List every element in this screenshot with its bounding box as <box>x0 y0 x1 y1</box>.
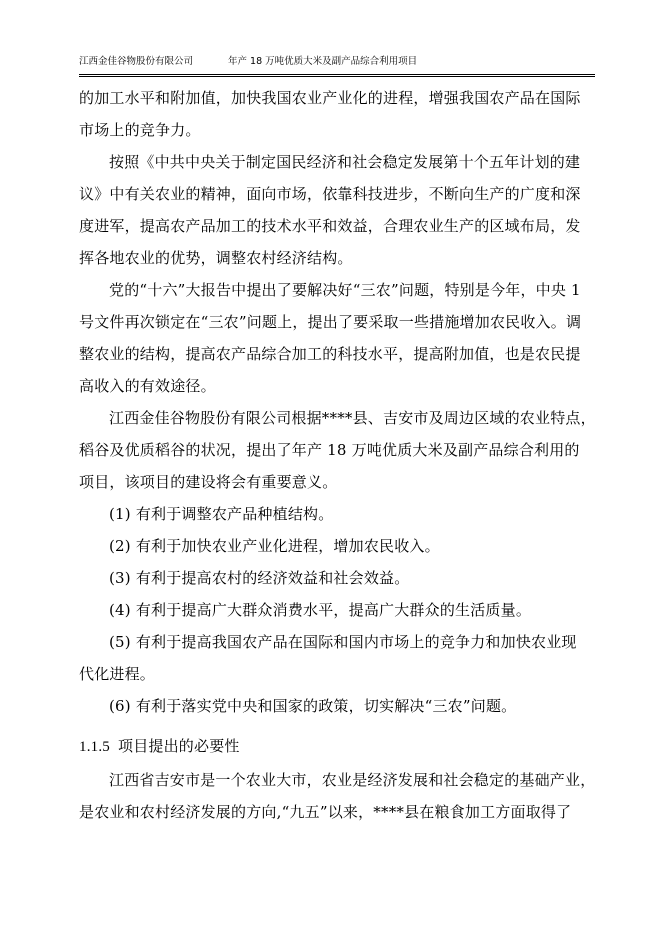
section-heading <box>79 730 599 764</box>
paragraph-line: 的加工水平和附加值，加快我国农业产业化的进程，增强我国农产品在国际 <box>79 89 581 107</box>
paragraph-line: 稻谷及优质稻谷的状况，提出了年产 18 万吨优质大米及副产品综合利用的 <box>79 441 580 459</box>
paragraph-line: 按照《中共中央关于制定国民经济和社会稳定发展第十个五年计划的建 <box>109 153 581 171</box>
paragraph-line: 党的“十六”大报告中提出了要解决好“三农”问题，特别是今年，中央 1 <box>109 281 581 299</box>
document-body <box>79 82 599 828</box>
paragraph-line: 挥各地农业的优势，调整农村经济结构。 <box>79 249 353 267</box>
list-item: (3) 有利于提高农村的经济效益和社会效益。 <box>109 569 410 587</box>
header-company: 江西金佳谷物股份有限公司 <box>79 56 194 67</box>
paragraph-line: 高收入的有效途径。 <box>79 377 216 395</box>
header-project-title: 年产 18 万吨优质大米及副产品综合利用项目 <box>228 56 418 67</box>
section-title: 项目提出的必要性 <box>118 737 240 755</box>
section-number: 1.1.5 <box>79 739 110 755</box>
header-rule <box>79 74 595 77</box>
paragraph-line: 议》中有关农业的精神，面向市场，依靠科技进步，不断向生产的广度和深 <box>79 185 581 203</box>
list-item-continuation: 代化进程。 <box>79 665 156 683</box>
list-item: (6) 有利于落实党中央和国家的政策，切实解决“三农”问题。 <box>109 697 517 715</box>
paragraph-line: 市场上的竞争力。 <box>79 121 201 139</box>
paragraph-line: 江西省吉安市是一个农业大市，农业是经济发展和社会稳定的基础产业， <box>109 771 596 789</box>
list-item: (5) 有利于提高我国农产品在国际和国内市场上的竞争力和加快农业现 <box>109 633 577 651</box>
paragraph-line: 度进军，提高农产品加工的技术水平和效益，合理农业生产的区域布局，发 <box>79 217 581 235</box>
list-item: (2) 有利于加快农业产业化进程，增加农民收入。 <box>109 537 440 555</box>
page-header <box>79 56 595 76</box>
paragraph-line: 整农业的结构，提高农产品综合加工的科技水平，提高附加值，也是农民提 <box>79 345 581 363</box>
list-item: (1) 有利于调整农产品种植结构。 <box>109 505 334 523</box>
paragraph-line: 江西金佳谷物股份有限公司根据****县、吉安市及周边区域的农业特点， <box>109 409 596 427</box>
paragraph-line: 是农业和农村经济发展的方向,“九五”以来，****县在粮食加工方面取得了 <box>79 803 572 821</box>
paragraph-line: 号文件再次锁定在“三农”问题上，提出了要采取一些措施增加农民收入。调 <box>79 313 582 331</box>
paragraph-line: 项目，该项目的建设将会有重要意义。 <box>79 473 338 491</box>
list-item: (4) 有利于提高广大群众消费水平，提高广大群众的生活质量。 <box>109 601 532 619</box>
